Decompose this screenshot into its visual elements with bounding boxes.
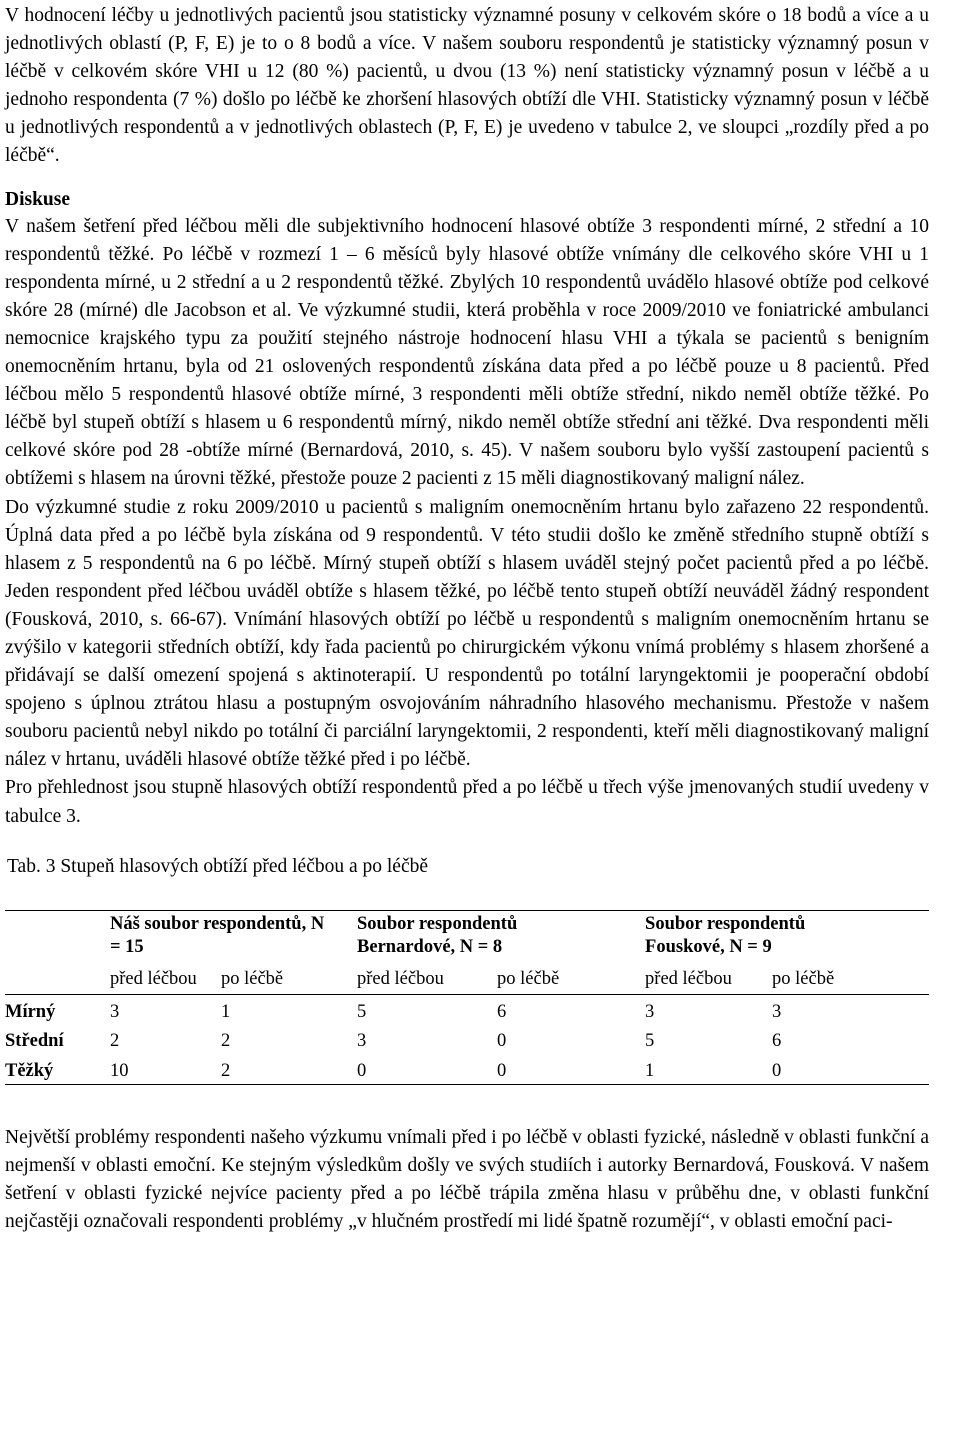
table-cell: 6: [497, 1001, 507, 1022]
table-cell: 6: [772, 1031, 782, 1052]
table-cell: 5: [645, 1031, 655, 1052]
table-subheader: před léčbou: [110, 961, 221, 994]
table-row: [5, 994, 929, 1024]
table-subheader: po léčbě: [772, 961, 929, 994]
body-paragraph: V našem šetření před léčbou měli dle subjektivního hodnocení hlasové obtíže 3 respondenti mírné, 2 střední a 10 respondentů těžké. Po léčbě v rozmezí 1 – 6 měsíců byly hlasové obtíže vnímány dle celkového skóre VHI u 1 respondenta mírné, u 2 střední a u 2 respondentů těžké. Zbylých 10 respondentů uvádělo hlasové obtíže pod celkové skóre 28 (mírné) dle Jacobson et al. Ve výzkumné studii, která proběhla v roce 2009/2010 ve foniatrické ambulanci nemocnice krajského typu za použití stejného nástroje hodnocení hlasu VHI a týkala se pacientů s benigním onemocněním hrtanu, byla od 21 oslovených respondentů získána data před a po léčbě pouze u 8 pacientů. Před léčbou mělo 5 respondentů hlasové obtíže mírné, 3 respondenti měli obtíže střední, nikdo neměl obtíže těžké. Po léčbě byl stupeň obtíží s hlasem u 6 respondentů mírný, nikdo neměl obtíže střední ani těžké. Dva respondenti měli celkové skóre pod 28 -obtíže mírné (Bernardová, 2010, s. 45). V našem souboru bylo vyšší zastoupení pacientů s obtížemi s hlasem na úrovni těžké, přestože pouze 2 pacienti z 15 měli diagnostikovaný maligní nález.: [5, 215, 929, 490]
table-cell: 1: [645, 1054, 772, 1084]
table-cell: 0: [497, 1031, 507, 1052]
table-row: [5, 1024, 929, 1054]
data-table: [5, 910, 929, 1085]
table-cell: 0: [772, 1054, 929, 1084]
table-cell: 2: [110, 1031, 120, 1052]
table-subheader: po léčbě: [497, 961, 645, 994]
table-group-header-row: [5, 910, 929, 961]
table-caption: Tab. 3 Stupeň hlasových obtíží před léčbou a po léčbě: [7, 855, 429, 877]
table-row-label: Střední: [5, 1031, 64, 1052]
table-cell: 3: [357, 1031, 367, 1052]
table-cell: 3: [645, 1001, 655, 1022]
document-page: [5, 2, 929, 1236]
body-paragraph: Do výzkumné studie z roku 2009/2010 u pacientů s maligním onemocněním hrtanu bylo zařazeno 22 respondentů. Úplná data před a po léčbě byla získána od 9 respondentů. V této studii došlo ke změně středního stupně obtíží s hlasem z 5 respondentů na 6 po léčbě. Mírný stupeň obtíží s hlasem uváděl stejný počet pacientů před a po léčbě. Jeden respondent před léčbou uváděl obtíže s hlasem těžké, po léčbě tento stupeň obtíží neuváděl žádný respondent (Fousková, 2010, s. 66-67). Vnímání hlasových obtíží po léčbě u respondentů s maligním onemocněním hrtanu se zvýšilo v kategorii středních obtíží, kdy řada pacientů po chirurgickém výkonu vnímá problémy s hlasem zhoršené a přidávají se další omezení spojená s aktinoterapií. U respondentů po totální laryngektomii je pooperační období spojeno s úplnou ztrátou hlasu a postupným osvojováním náhradního hlasového mechanismu. Přestože v našem souboru pacientů nebyl nikdo po totální či parciální laryngektomii, 2 respondenti, kteří měli diagnostikovaný maligní nález v hrtanu, uváděli hlasové obtíže těžké před i po léčbě.: [5, 496, 929, 771]
table-group-header: Náš soubor respondentů, N = 15: [110, 910, 357, 961]
table-cell: 3: [772, 1001, 782, 1022]
table-row-label: Těžký: [5, 1054, 110, 1084]
table-subheader: před léčbou: [645, 961, 772, 994]
table-group-header: Soubor respondentů Bernardové, N = 8: [357, 910, 645, 961]
table-corner-cell: [5, 961, 110, 994]
table-subheader: před léčbou: [357, 961, 497, 994]
table-group-header: Soubor respondentů Fouskové, N = 9: [645, 910, 929, 961]
table-row-label: Mírný: [5, 1001, 56, 1022]
table-cell: 0: [497, 1054, 645, 1084]
section-heading: Diskuse: [5, 188, 71, 210]
table-cell: 3: [110, 1001, 120, 1022]
table-cell: 0: [357, 1054, 497, 1084]
table-cell: 1: [221, 1001, 231, 1022]
table-corner-cell: [5, 910, 110, 961]
body-paragraph: Pro přehlednost jsou stupně hlasových obtíží respondentů před a po léčbě u třech výše jmenovaných studií uvedeny v tabulce 3.: [5, 777, 929, 827]
table-cell: 5: [357, 1001, 367, 1022]
body-paragraph: V hodnocení léčby u jednotlivých pacientů jsou statisticky významné posuny v celkovém skóre o 18 bodů a více a u jednotlivých oblastí (P, F, E) je to o 8 bodů a více. V našem souboru respondentů je statisticky významný posun v léčbě v celkovém skóre VHI u 12 (80 %) pacientů, u dvou (13 %) není statisticky významný posun v léčbě a u jednoho respondenta (7 %) došlo po léčbě ke zhoršení hlasových obtíží dle VHI. Statisticky významný posun v léčbě u jednotlivých respondentů a v jednotlivých oblastech (P, F, E) je uvedeno v tabulce 2, ve sloupci „rozdíly před a po léčbě“.: [5, 5, 929, 167]
table-container: [5, 910, 929, 1098]
table-subheader: po léčbě: [221, 961, 357, 994]
table-subheader-row: [5, 961, 929, 994]
table-cell: 2: [221, 1031, 231, 1052]
table-row: [5, 1054, 929, 1084]
table-cell: 2: [221, 1054, 357, 1084]
body-paragraph: Největší problémy respondenti našeho výzkumu vnímali před i po léčbě v oblasti fyzické, následně v oblasti funkční a nejmenší v oblasti emoční. Ke stejným výsledkům došly ve svých studiích i autorky Bernardová, Fousková. V našem šetření v oblasti fyzické nejvíce pacienty před a po léčbě trápila změna hlasu v průběhu dne, v oblasti funkční nejčastěji označovali respondenti problémy „v hlučném prostředí mi lidé špatně rozumějí“, v oblasti emoční paci-: [5, 1126, 929, 1232]
table-cell: 10: [110, 1054, 221, 1084]
